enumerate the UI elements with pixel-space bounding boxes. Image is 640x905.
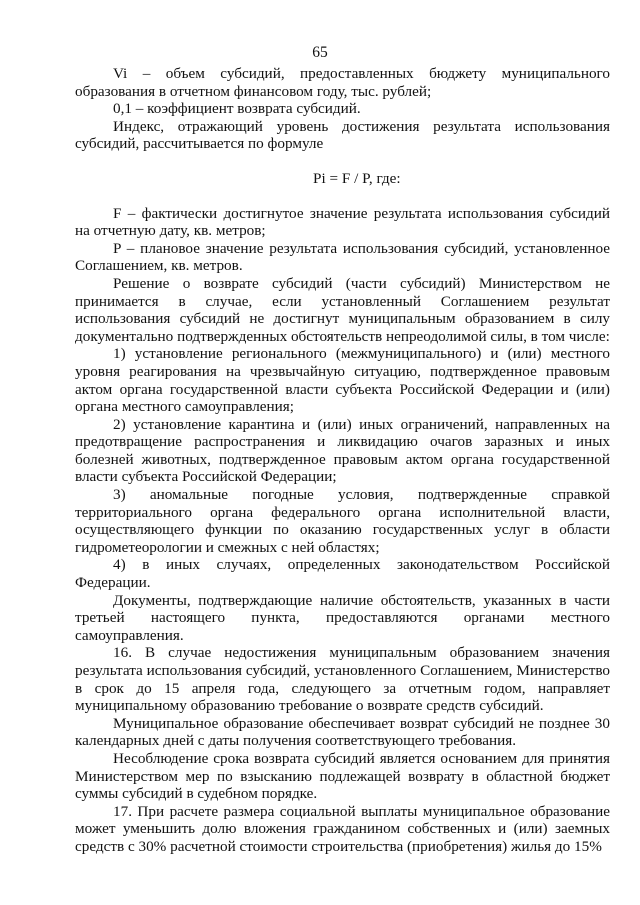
paragraph-f-definition: F – фактически достигнутое значение результата использования субсидий на отчетную дату, кв. метров;	[75, 204, 610, 240]
paragraph-vi-definition: Vi – объем субсидий, предоставленных бюджету муниципального образования в отчетном финансовом году, тыс. рублей;	[75, 65, 610, 100]
paragraph-clause-17: 17. При расчете размера социальной выплаты муниципальное образование может уменьшить долю вложения гражданином собственных и (или) заемных средств с 30% расчетной стоимости строительства (приобретения) жилья до 15%	[75, 802, 610, 855]
paragraph-coefficient: 0,1 – коэффициент возврата субсидий.	[113, 100, 361, 118]
paragraph-decision: Решение о возврате субсидий (части субсидий) Министерством не принимается в случае, если установленный Соглашением результат использования субсидий не достигнут муниципальным образованием в силу документально подтвержденных обстоятельств непреодолимой силы, в том числе:	[75, 274, 610, 345]
list-item-1: 1) установление регионального (межмуниципального) и (или) местного уровня реагирования на чрезвычайную ситуацию, подтвержденное правовым актом органа государственной власти субъекта Российской Федерации и (или) органа местного самоуправления;	[75, 345, 610, 416]
paragraph-return-deadline: Муниципальное образование обеспечивает возврат субсидий не позднее 30 календарных дней с даты получения соответствующего требования.	[75, 714, 610, 750]
paragraph-noncompliance: Несоблюдение срока возврата субсидий является основанием для принятия Министерством мер по взысканию подлежащей возврату в областной бюджет суммы субсидий в судебном порядке.	[75, 749, 610, 803]
list-item-4: 4) в иных случаях, определенных законодательством Российской Федерации.	[75, 556, 610, 592]
list-item-3: 3) аномальные погодные условия, подтвержденные справкой территориального органа федерального органа исполнительной власти, осуществляющего функции по оказанию государственных услуг в области гидрометеорологии и смежных с ней областях;	[75, 486, 610, 556]
paragraph-p-definition: P – плановое значение результата использования субсидий, установленное Соглашением, кв. метров.	[75, 239, 610, 275]
formula: Pi = F / P, где:	[313, 169, 401, 187]
paragraph-index-intro: Индекс, отражающий уровень достижения результата использования субсидий, рассчитывается по формуле	[75, 117, 610, 153]
paragraph-clause-16: 16. В случае недостижения муниципальным образованием значения результата использования субсидий, установленного Соглашением, Министерство в срок до 15 апреля года, следующего за отчетным годом, направляет муниципальному образованию требование о возврате средств субсидий.	[75, 644, 610, 715]
document-body	[75, 65, 610, 856]
paragraph-documents: Документы, подтверждающие наличие обстоятельств, указанных в части третьей настоящего пункта, предоставляются органами местного самоуправления.	[75, 591, 610, 644]
page-number: 65	[312, 44, 328, 61]
list-item-2: 2) установление карантина и (или) иных ограничений, направленных на предотвращение распространения и ликвидацию очагов заразных и иных болезней животных, подтвержденное правовым актом органа государственной власти субъекта Российской Федерации;	[75, 415, 610, 486]
